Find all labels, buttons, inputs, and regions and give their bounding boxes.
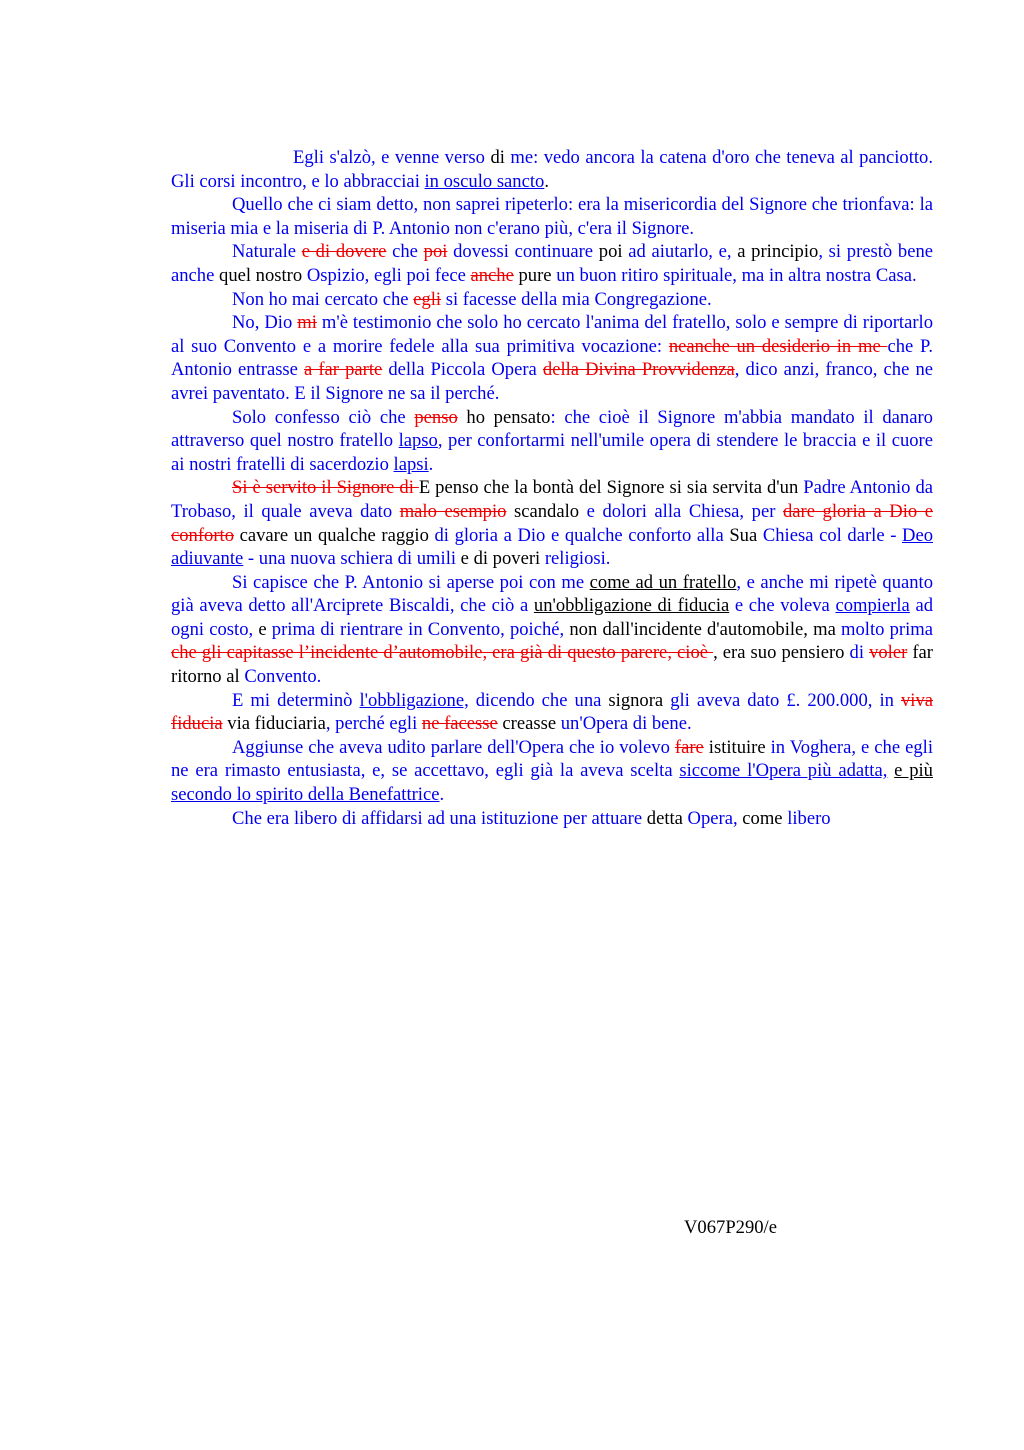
underlined-text: siccome l'Opera più adatta, — [679, 760, 888, 782]
underlined-insertion: come ad un fratello — [589, 571, 737, 593]
text-insertion: ho pensato — [457, 406, 551, 428]
deleted-text: fare — [674, 736, 704, 758]
text-segment: me: vedo ancora la catena d'oro che teneva al panciotto. Gli corsi incontro, e lo abbracciai — [171, 147, 933, 192]
paragraph — [171, 736, 933, 807]
deleted-text: viva fiducia — [171, 689, 933, 735]
deleted-text: malo esempio — [399, 500, 507, 522]
deleted-text: della Divina Provvidenza — [542, 359, 735, 381]
text-segment: , per confortarmi nell'umile opera di stendere le braccia e il cuore ai nostri fratelli di sacerdozio — [171, 430, 933, 475]
text-segment: Opera, — [682, 807, 743, 829]
text-insertion: detta — [646, 807, 683, 829]
text-segment: che — [386, 241, 424, 263]
deleted-text: Si è servito il Signore di — [232, 477, 419, 499]
underlined-text: lapsi — [393, 453, 429, 475]
text-insertion: , era suo pensiero — [713, 642, 850, 664]
text-segment: dicendo che una — [468, 689, 609, 711]
text-insertion: a principio — [737, 241, 819, 263]
deleted-text: e di dovere — [301, 241, 387, 263]
deleted-text: egli — [413, 288, 442, 310]
text-segment: E mi determinò — [232, 689, 360, 711]
text-insertion: cavare un qualche raggio — [234, 524, 429, 546]
paragraph — [171, 288, 933, 312]
paragraph — [171, 476, 933, 570]
text-segment: un buon ritiro spirituale, ma in altra nostra Casa. — [551, 264, 917, 286]
text-insertion: come — [742, 807, 783, 829]
text-segment: di — [849, 642, 864, 664]
underlined-text: Deo adiuvante — [171, 524, 933, 570]
text-segment: in Voghera, e che egli ne era rimasto entusiasta, e, se accettavo, egli già la aveva scelta — [171, 736, 933, 782]
text-segment: ad aiutarlo, e, — [622, 241, 738, 263]
text-insertion: non dall'incidente d'automobile, ma — [569, 618, 836, 640]
text-insertion: Sua — [729, 524, 758, 546]
paragraph — [171, 193, 933, 240]
text-segment: che P. Antonio entrasse — [171, 335, 933, 381]
text-segment: , si prestò bene anche — [171, 241, 934, 286]
text-segment: ad ogni costo, — [171, 595, 933, 640]
text-segment: Quello che ci siam detto, non saprei ripeterlo: era la misericordia del Signore che trionfava: la miseria mia e la miseria di P. Antonio non c'erano più, c'era il Signore. — [171, 194, 933, 239]
text-segment: Che era libero di affidarsi ad una istituzione per attuare — [232, 807, 647, 829]
underlined-insertion: un'obbligazione di fiducia — [533, 595, 730, 617]
text-insertion: poi — [598, 241, 623, 263]
underlined-text: in osculo sancto — [424, 170, 545, 192]
text-insertion: di — [490, 147, 505, 168]
text-segment: della Piccola Opera — [382, 359, 543, 381]
document-body — [171, 146, 933, 830]
text-segment: e che voleva — [729, 595, 836, 617]
text-insertion: far ritorno al — [171, 642, 934, 688]
text-segment: Chiesa col darle - — [757, 524, 903, 546]
text-insertion: signora — [608, 689, 664, 711]
text-segment: Opera di bene. — [582, 713, 692, 735]
text-segment: libero — [782, 807, 831, 829]
text-segment: si facesse della mia Congregazione. — [441, 288, 712, 310]
text-insertion: creasse — [497, 713, 557, 735]
text-segment: religiosi. — [540, 548, 611, 570]
text-segment: di gloria a Dio e qualche conforto alla — [428, 524, 730, 546]
deleted-text: anche — [470, 264, 514, 286]
text-insertion: . — [544, 170, 549, 192]
text-insertion: via fiduciaria — [222, 713, 326, 735]
text-segment: . — [428, 453, 434, 475]
text-segment: Solo confesso ciò che — [232, 406, 415, 428]
text-segment: Naturale — [232, 241, 302, 263]
text-segment: un' — [556, 713, 583, 735]
deleted-text: poi — [423, 241, 448, 263]
text-segment: : che cioè il Signore m'abbia mandato il danaro attraverso quel nostro fratello — [171, 406, 933, 452]
text-segment: No, Dio — [232, 312, 298, 334]
deleted-text: neanche un desiderio in me — [668, 335, 888, 357]
text-insertion: e — [258, 618, 267, 640]
text-segment: , perché egli — [325, 713, 422, 735]
text-segment: gli aveva dato £. 200.000, in — [663, 689, 901, 711]
paragraph — [171, 311, 933, 405]
deleted-text: penso — [414, 406, 458, 428]
paragraph — [171, 146, 933, 193]
text-insertion: scandalo — [506, 500, 580, 522]
underlined-text: lapso — [398, 430, 438, 452]
text-insertion: pure — [513, 264, 552, 286]
text-segment: molto prima — [835, 618, 933, 640]
text-insertion: quel nostro — [219, 264, 303, 286]
underlined-text: compierla — [835, 595, 910, 617]
deleted-text: che gli capitasse l’incidente d’automobile, era già di questo parere, cioè — [171, 642, 714, 664]
paragraph — [171, 807, 933, 831]
text-insertion: istituire — [703, 736, 766, 758]
page-code: V067P290/e — [684, 1217, 777, 1238]
text-segment: Aggiunse che aveva udito parlare dell'Opera che io volevo — [232, 736, 675, 758]
paragraph — [171, 689, 933, 736]
text-segment: dovessi continuare — [447, 241, 599, 263]
paragraph — [171, 240, 933, 287]
text-segment: Ospizio, egli poi fece — [302, 264, 471, 286]
deleted-text: a far parte — [304, 359, 383, 381]
text-segment: Non ho mai cercato che — [232, 288, 414, 310]
text-insertion: e di poveri — [460, 548, 541, 570]
text-segment: m'è testimonio che solo ho cercato l'anima del fratello, solo e sempre di riportarlo al suo Convento e a morire fedele alla sua primitiva vocazione: — [171, 312, 933, 357]
paragraph — [171, 406, 933, 477]
underlined-text: l'obbligazione, — [359, 689, 469, 711]
text-segment: , dico anzi, franco, che ne avrei paventato. E il Signore ne sa il perché. — [171, 359, 933, 404]
deleted-text: voler — [869, 642, 908, 664]
text-segment: e dolori alla Chiesa, per — [579, 500, 783, 522]
text-segment: prima di rientrare in Convento, poiché, — [266, 618, 570, 640]
text-segment: Convento. — [239, 666, 322, 688]
text-insertion: E penso che la bontà del Signore si sia servita d'un — [418, 477, 799, 499]
deleted-text: dare gloria a Dio e conforto — [171, 500, 933, 546]
deleted-text: mi — [297, 312, 317, 334]
underlined-text: secondo lo spirito della Benefattrice — [171, 784, 440, 806]
paragraph — [171, 571, 933, 689]
deleted-text: ne facesse — [421, 713, 498, 735]
underlined-insertion: e più — [894, 760, 933, 782]
text-segment: , e anche mi ripetè quanto già aveva detto all'Arciprete Biscaldi, che ciò a — [171, 571, 933, 617]
text-segment: Si capisce che P. Antonio si aperse poi con me — [232, 571, 590, 593]
text-segment: Egli s'alzò, e venne verso — [293, 147, 491, 168]
text-segment: - una nuova schiera di umili — [243, 548, 461, 570]
text-segment: . — [439, 784, 445, 806]
text-segment: Padre Antonio da Trobaso, il quale aveva dato — [171, 477, 933, 522]
